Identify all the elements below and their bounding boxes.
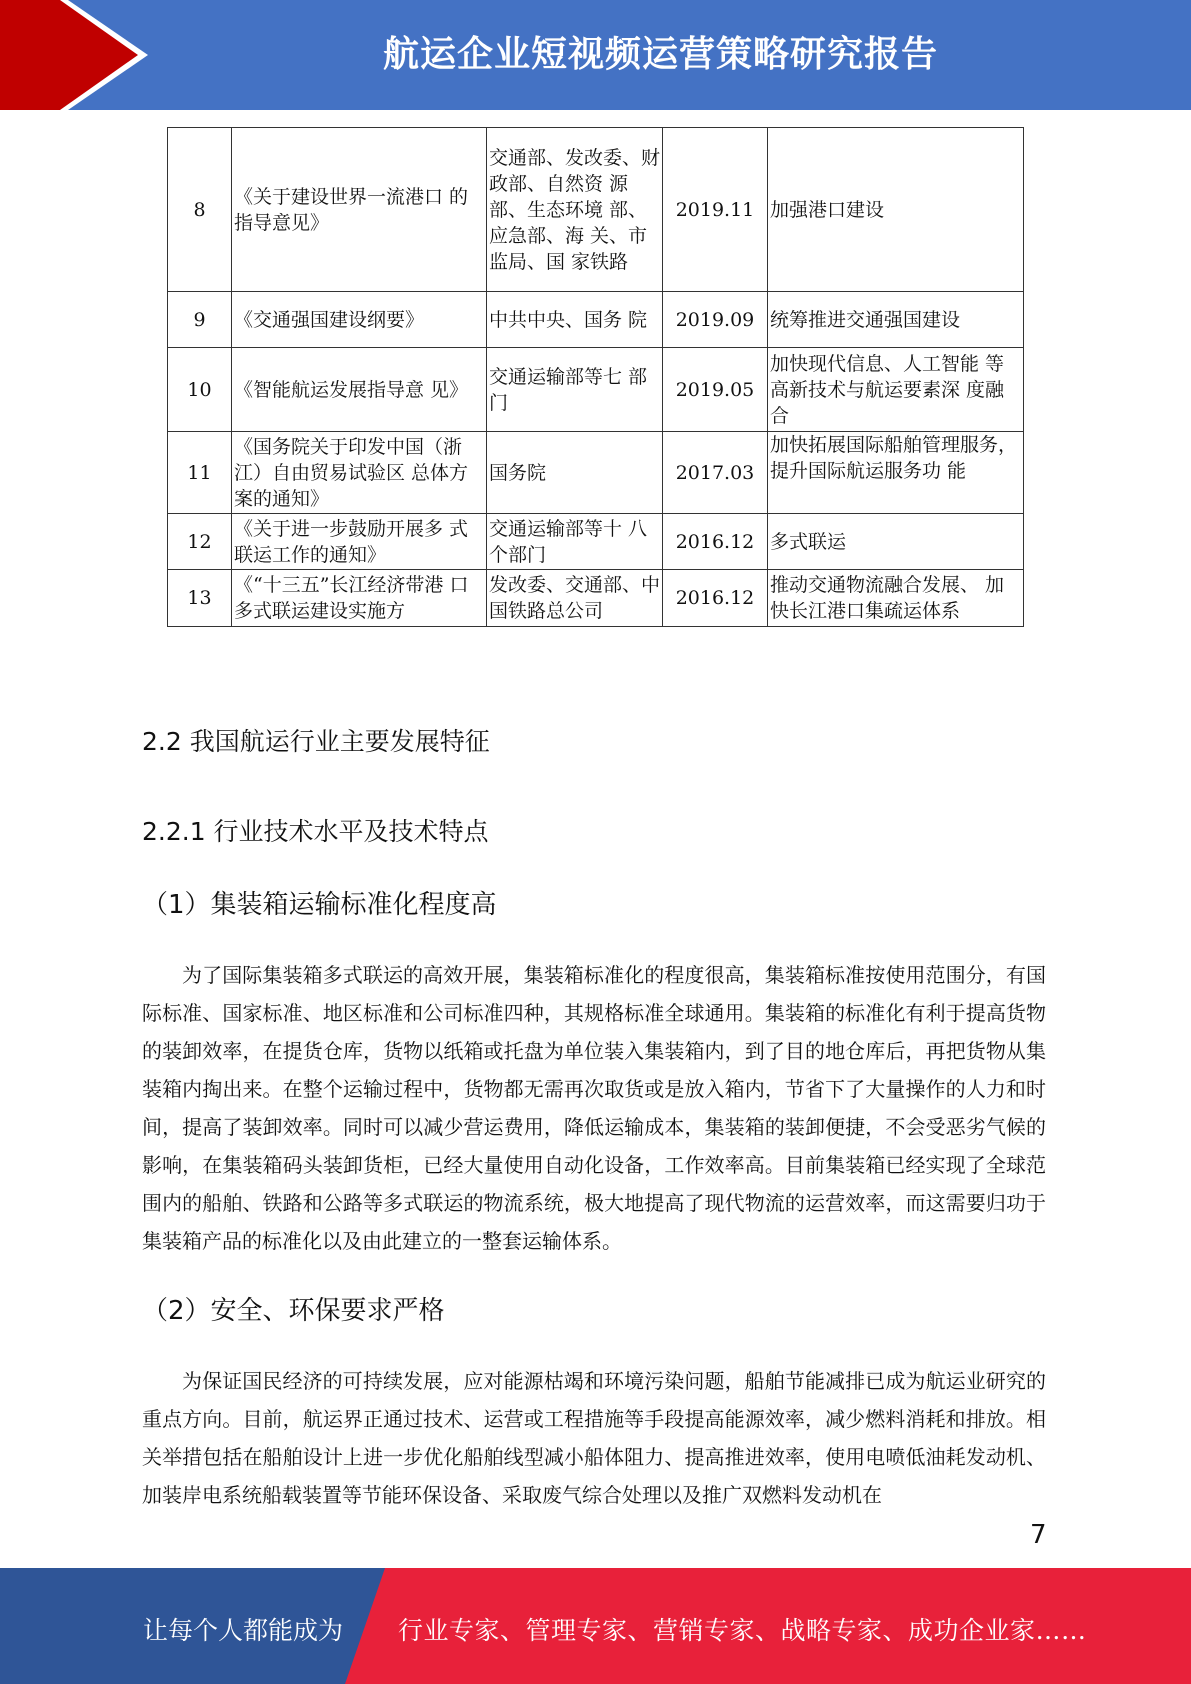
table-cell-date: 2019.05: [663, 348, 768, 432]
table-cell-title: 《国务院关于印发中国（浙江）自由贸易试验区 总体方案的通知》: [232, 432, 487, 514]
table-cell-no: 11: [168, 432, 232, 514]
table-cell-dept: 发改委、交通部、中国铁路总公司: [487, 570, 663, 627]
table-cell-no: 8: [168, 128, 232, 292]
subheading-safety-environment: （2）安全、环保要求严格: [142, 1296, 445, 1326]
section-heading: 2.2 我国航运行业主要发展特征: [142, 727, 490, 756]
header-title: 航运企业短视频运营策略研究报告: [382, 34, 938, 75]
table-cell-title: 《智能航运发展指导意 见》: [232, 348, 487, 432]
policy-table: [167, 127, 1024, 627]
paragraph-standardization: 为了国际集装箱多式联运的高效开展，集装箱标准化的程度很高，集装箱标准按使用范围分，有国际标准、国家标准、地区标准和公司标准四种，其规格标准全球通用。集装箱的标准化有利于提高货物的装卸效率，在提货仓库，货物以纸箱或托盘为单位装入集装箱内，到了目的地仓库后，再把货物从集装箱内掏出来。在整个运输过程中，货物都无需再次取货或是放入箱内，节省下了大量操作的人力和时间，提高了装卸效率。同时可以减少营运费用，降低运输成本，集装箱的装卸便捷，不会受恶劣气候的影响，在集装箱码头装卸货柜，已经大量使用自动化设备，工作效率高。目前集装箱已经实现了全球范围内的船舶、铁路和公路等多式联运的物流系统，极大地提高了现代物流的运营效率，而这需要归功于集装箱产品的标准化以及由此建立的一整套运输体系。: [142, 963, 1046, 1253]
table-cell-no: 9: [168, 292, 232, 348]
page-header: [0, 0, 1191, 110]
page-number: 7: [1030, 1520, 1047, 1550]
table-row: [168, 348, 1024, 432]
table-row: [168, 432, 1024, 514]
table-cell-title: 《“十三五”长江经济带港 口多式联运建设实施方: [232, 570, 487, 627]
table-row: [168, 570, 1024, 627]
table-cell-title: 《交通强国建设纲要》: [232, 292, 487, 348]
table-cell-dept: 中共中央、国务 院: [487, 292, 663, 348]
table-row: [168, 292, 1024, 348]
table-cell-no: 13: [168, 570, 232, 627]
paragraph-safety-environment: 为保证国民经济的可持续发展，应对能源枯竭和环境污染问题，船舶节能减排已成为航运业研究的重点方向。目前，航运界正通过技术、运营或工程措施等手段提高能源效率，减少燃料消耗和排放。相关举措包括在船舶设计上进一步优化船舶线型减小船体阻力、提高推进效率，使用电喷低油耗发动机、加装岸电系统船载装置等节能环保设备、采取废气综合处理以及推广双燃料发动机在: [142, 1369, 1046, 1507]
subsection-heading: 2.2.1 行业技术水平及技术特点: [142, 817, 489, 846]
table-row: [168, 128, 1024, 292]
table-cell-content: 加快拓展国际船舶管理服务，提升国际航运服务功 能: [768, 432, 1024, 514]
table-cell-date: 2019.11: [663, 128, 768, 292]
footer-slogan-left: 让每个人都能成为: [143, 1616, 344, 1645]
table-cell-content: 加强港口建设: [768, 128, 1024, 292]
table-cell-title: 《关于进一步鼓励开展多 式联运工作的通知》: [232, 514, 487, 570]
table-cell-date: 2016.12: [663, 570, 768, 627]
table-cell-no: 12: [168, 514, 232, 570]
table-cell-content: 多式联运: [768, 514, 1024, 570]
subheading-standardization: （1）集装箱运输标准化程度高: [142, 890, 497, 920]
table-cell-dept: 国务院: [487, 432, 663, 514]
table-cell-content: 加快现代信息、人工智能 等高新技术与航运要素深 度融合: [768, 348, 1024, 432]
table-row: [168, 514, 1024, 570]
table-cell-date: 2019.09: [663, 292, 768, 348]
table-cell-dept: 交通运输部等七 部门: [487, 348, 663, 432]
table-cell-date: 2017.03: [663, 432, 768, 514]
table-cell-dept: 交通运输部等十 八个部门: [487, 514, 663, 570]
table-cell-date: 2016.12: [663, 514, 768, 570]
table-cell-title: 《关于建设世界一流港口 的指导意见》: [232, 128, 487, 292]
table-cell-content: 统筹推进交通强国建设: [768, 292, 1024, 348]
footer-slogan-right: 行业专家、管理专家、营销专家、战略专家、成功企业家……: [398, 1616, 1087, 1645]
table-cell-content: 推动交通物流融合发展、 加快长江港口集疏运体系: [768, 570, 1024, 627]
page-footer: [0, 1568, 1191, 1684]
table-cell-no: 10: [168, 348, 232, 432]
table-cell-dept: 交通部、发改委、财政部、自然资 源部、生态环境 部、应急部、海 关、市监局、国 家铁路: [487, 128, 663, 292]
